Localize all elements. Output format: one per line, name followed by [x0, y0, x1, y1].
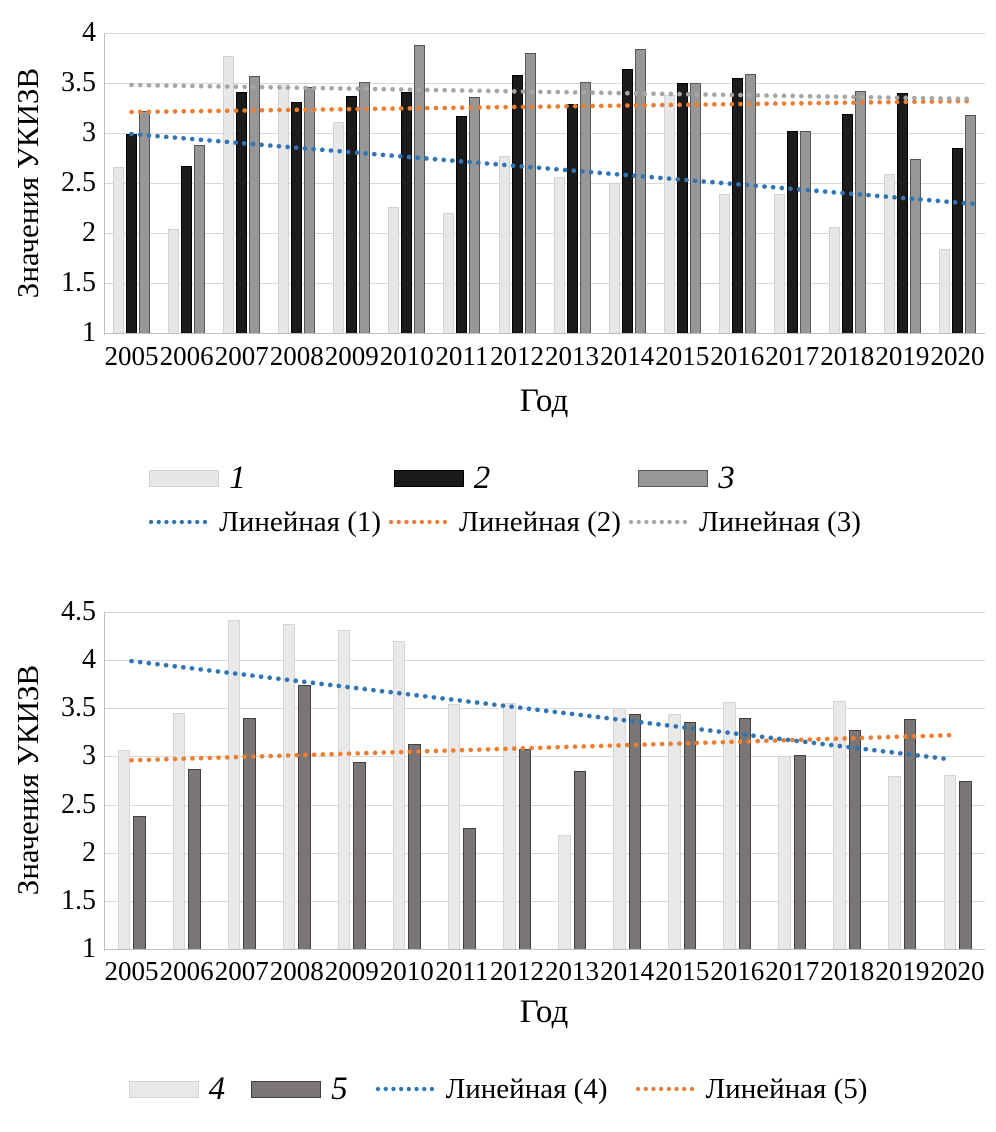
y-tick-label: 1.5: [61, 267, 96, 298]
x-tick-label: 2010: [379, 341, 434, 371]
legend-swatch-2: [394, 470, 464, 487]
x-tick-label: 2005: [104, 956, 159, 986]
legend-label-5: 5: [331, 1071, 348, 1107]
legend-item-Линейная (5): [634, 1073, 868, 1105]
trendline-Линейная (2): [132, 101, 976, 112]
x-tick-label: 2018: [820, 341, 875, 371]
x-tick-label: 2013: [545, 341, 599, 371]
trendline-Линейная (1): [132, 134, 976, 204]
x-tick-label: 2018: [820, 956, 875, 986]
x-tick-label: 2014: [600, 341, 655, 371]
legend-label-3: 3: [718, 460, 735, 496]
legend-swatch-4: [129, 1081, 199, 1098]
y-tick-label: 3.5: [61, 67, 96, 98]
legend-label-Линейная (4): Линейная (4): [445, 1073, 608, 1105]
legend-label-2: 2: [473, 460, 491, 496]
y-tick-label: 3: [82, 740, 96, 772]
x-tick-label: 2008: [269, 956, 324, 986]
legend-item-Линейная (2): [387, 506, 621, 538]
y-tick-label: 3.5: [61, 692, 96, 724]
x-tick-label: 2011: [435, 341, 489, 371]
trendlines-overlay: [104, 33, 985, 333]
legend-top-series: [0, 461, 940, 495]
x-tick-label: 2005: [104, 341, 159, 371]
legend-swatch-3: [638, 470, 708, 487]
legend-dotted-line: [147, 516, 213, 528]
x-tick-label: 2012: [490, 341, 544, 371]
legend-swatch-5: [251, 1081, 321, 1098]
x-tick-label: 2010: [379, 956, 434, 986]
legend-dotted-line: [627, 516, 693, 528]
y-tick-label: 1: [82, 933, 96, 964]
x-axis-title-bottom: Год: [519, 994, 569, 1030]
x-axis-line: [104, 333, 985, 334]
trendline-Линейная (5): [132, 735, 951, 760]
x-tick-label: 2017: [765, 956, 820, 986]
y-tick-label: 1.5: [61, 884, 96, 916]
x-tick-label: 2008: [269, 341, 324, 371]
legend-swatch-1: [149, 470, 219, 487]
trendlines-overlay: [104, 612, 985, 949]
y-tick-label: 4: [82, 17, 96, 48]
y-tick-label: 4: [82, 644, 96, 676]
legend-top-trendlines: [6, 506, 996, 538]
y-axis-title-bottom: Значения УКИЗВ: [10, 664, 45, 896]
x-tick-label: 2007: [214, 341, 269, 371]
legend-item-series-4: [129, 1072, 226, 1106]
legend-item-Линейная (1): [147, 506, 381, 538]
trendline-Линейная (3): [132, 85, 976, 99]
x-tick-label: 2013: [545, 956, 599, 986]
x-tick-label: 2006: [159, 956, 214, 986]
y-tick-label: 4.5: [61, 596, 96, 627]
legend-label-Линейная (5): Линейная (5): [705, 1073, 868, 1105]
x-tick-label: 2014: [600, 956, 655, 986]
trendline-Линейная (4): [132, 661, 951, 759]
y-axis-title-top: Значения УКИЗВ: [10, 67, 45, 299]
x-tick-label: 2019: [875, 341, 930, 371]
x-tick-label: 2012: [490, 956, 544, 986]
x-tick-label: 2006: [159, 341, 214, 371]
y-tick-label: 1: [82, 317, 96, 348]
x-tick-label: 2009: [324, 341, 379, 371]
x-tick-label: 2011: [435, 956, 489, 986]
x-tick-label: 2007: [214, 956, 269, 986]
x-tick-label: 2015: [655, 341, 710, 371]
x-tick-label: 2016: [710, 956, 765, 986]
legend-item-Линейная (4): [374, 1073, 608, 1105]
legend-dotted-line: [374, 1083, 440, 1095]
x-tick-label: 2016: [710, 341, 765, 371]
legend-label-1: 1: [229, 460, 246, 496]
x-tick-label: 2020: [930, 956, 985, 986]
y-tick-label: 3: [82, 117, 96, 148]
y-tick-label: 2: [82, 217, 96, 248]
y-tick-label: 2.5: [61, 788, 96, 820]
legend-item-series-5: [251, 1072, 348, 1106]
legend-dotted-line: [387, 516, 453, 528]
y-tick-label: 2.5: [61, 167, 96, 198]
x-axis-line: [104, 949, 985, 950]
legend-label-4: 4: [208, 1071, 226, 1107]
legend-bottom: [0, 1072, 996, 1106]
legend-label-Линейная (1): Линейная (1): [219, 506, 382, 538]
y-tick-label: 2: [82, 836, 96, 868]
x-tick-label: 2009: [324, 956, 379, 986]
legend-item-Линейная (3): [627, 506, 861, 538]
x-tick-label: 2019: [875, 956, 930, 986]
legend-label-Линейная (3): Линейная (3): [698, 506, 861, 538]
x-tick-label: 2015: [655, 956, 710, 986]
legend-item-series-1: [149, 461, 246, 495]
x-tick-label: 2020: [930, 341, 985, 371]
legend-item-series-2: [394, 461, 491, 495]
x-tick-label: 2017: [765, 341, 820, 371]
legend-dotted-line: [634, 1083, 700, 1095]
legend-label-Линейная (2): Линейная (2): [459, 506, 621, 538]
x-axis-title-top: Год: [519, 383, 569, 419]
legend-item-series-3: [638, 461, 735, 495]
